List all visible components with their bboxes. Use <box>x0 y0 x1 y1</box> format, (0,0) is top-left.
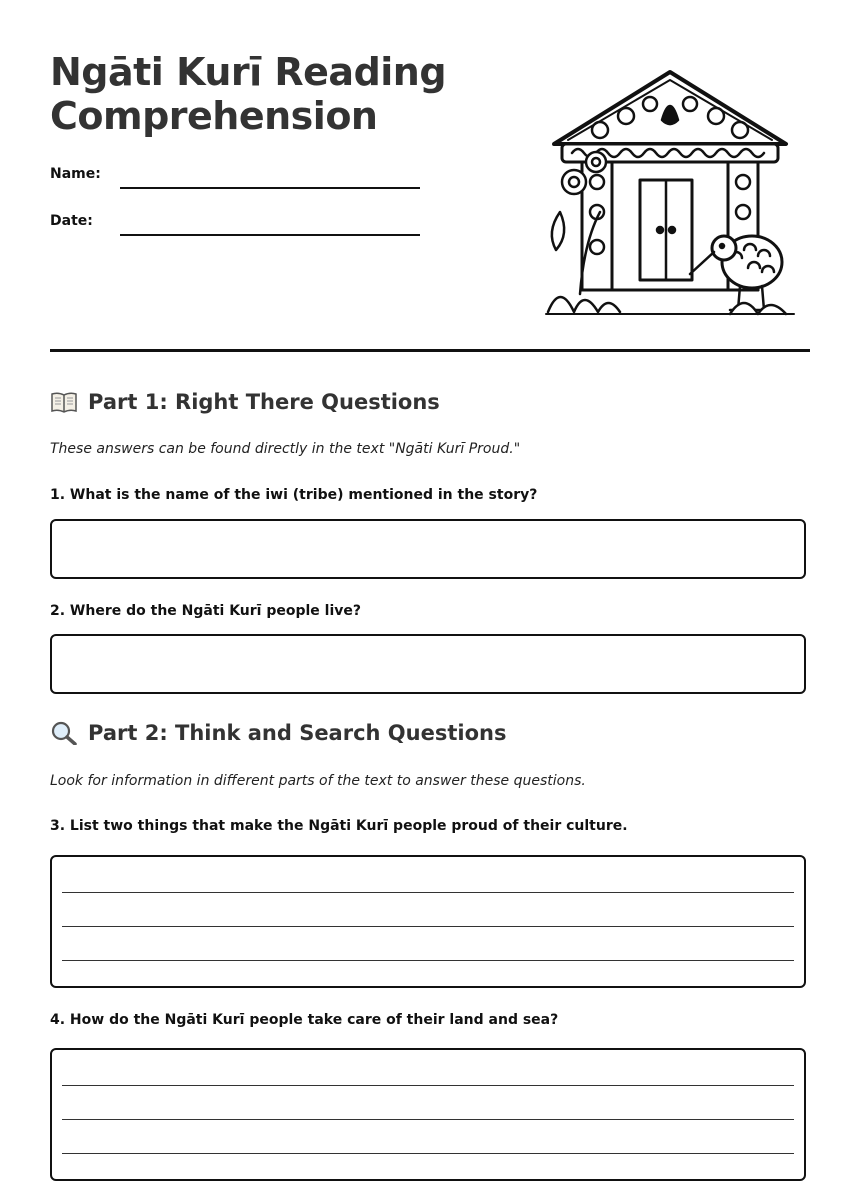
part2-title: Part 2: Think and Search Questions <box>88 721 507 745</box>
answer-line <box>62 1085 794 1086</box>
question-3: 3. List two things that make the Ngāti Kurī people proud of their culture. <box>50 818 628 834</box>
answer-box-3[interactable] <box>50 855 806 988</box>
answer-line <box>62 1153 794 1154</box>
page-title: Ngāti Kurī Reading Comprehension <box>50 50 447 138</box>
carved-wharenui-kiwi-illustration-icon <box>540 62 800 327</box>
answer-line <box>62 1119 794 1120</box>
date-field[interactable] <box>120 234 420 236</box>
name-field[interactable] <box>120 187 420 189</box>
part1-intro: These answers can be found directly in the text "Ngāti Kurī Proud." <box>50 441 521 457</box>
header-divider <box>50 349 810 352</box>
answer-line <box>62 960 794 961</box>
part1-title: Part 1: Right There Questions <box>88 390 440 414</box>
magnifying-glass-icon <box>50 721 78 745</box>
name-label: Name: <box>50 166 101 182</box>
worksheet-page <box>50 0 810 1161</box>
question-4: 4. How do the Ngāti Kurī people take care of their land and sea? <box>50 1012 559 1028</box>
part1-heading <box>50 390 440 414</box>
open-book-icon <box>50 390 78 414</box>
date-label: Date: <box>50 213 93 229</box>
answer-line <box>62 926 794 927</box>
part2-heading <box>50 721 506 745</box>
question-1: 1. What is the name of the iwi (tribe) mentioned in the story? <box>50 487 538 503</box>
question-2: 2. Where do the Ngāti Kurī people live? <box>50 603 362 619</box>
part2-intro: Look for information in different parts of the text to answer these questions. <box>50 773 586 789</box>
answer-box-4[interactable] <box>50 1048 806 1181</box>
answer-box-2[interactable] <box>50 634 806 694</box>
answer-line <box>62 892 794 893</box>
answer-box-1[interactable] <box>50 519 806 579</box>
